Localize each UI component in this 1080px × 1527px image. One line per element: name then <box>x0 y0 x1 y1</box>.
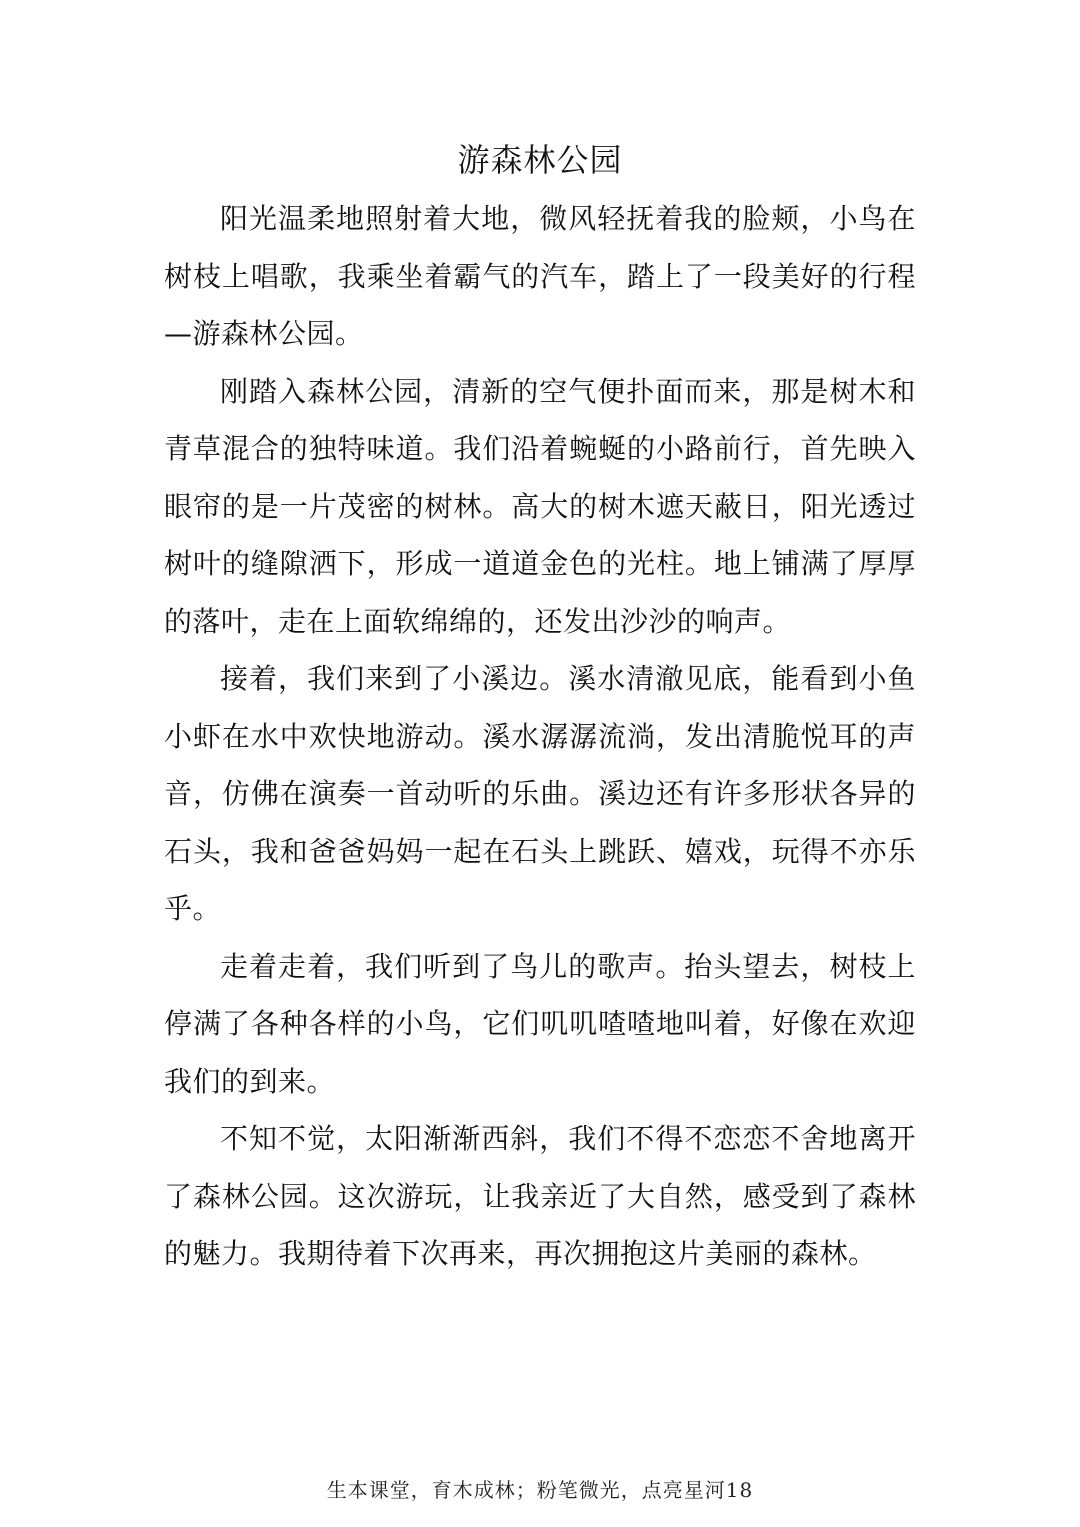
paragraph-4: 走着走着，我们听到了鸟儿的歌声。抬头望去，树枝上停满了各种各样的小鸟，它们叽叽喳喳地叫着，好像在欢迎我们的到来。 <box>164 949 916 1098</box>
paragraph-5: 不知不觉，太阳渐渐西斜，我们不得不恋恋不舍地离开了森林公园。这次游玩，让我亲近了大自然，感受到了森林的魅力。我期待着下次再来，再次拥抱这片美丽的森林。 <box>164 1122 916 1270</box>
paragraph-2: 刚踏入森林公园，清新的空气便扑面而来，那是树木和青草混合的独特味道。我们沿着蜿蜒的小路前行，首先映入眼帘的是一片茂密的树林。高大的树木遮天蔽日，阳光透过树叶的缝隙洒下，形成一道道金色的光柱。地上铺满了厚厚的落叶，走在上面软绵绵的，还发出沙沙的响声。 <box>164 374 916 638</box>
essay-title: 游森林公园 <box>457 141 623 179</box>
essay-body <box>164 190 916 1283</box>
paragraph-1: 阳光温柔地照射着大地，微风轻抚着我的脸颊，小鸟在树枝上唱歌，我乘坐着霸气的汽车，踏上了一段美好的行程—游森林公园。 <box>164 202 916 350</box>
paragraph-3: 接着，我们来到了小溪边。溪水清澈见底，能看到小鱼小虾在水中欢快地游动。溪水潺潺流淌，发出清脆悦耳的声音，仿佛在演奏一首动听的乐曲。溪边还有许多形状各异的石头，我和爸爸妈妈一起在石头上跳跃、嬉戏，玩得不亦乐乎。 <box>164 662 916 925</box>
page-footer: 生本课堂，育木成林；粉笔微光，点亮星河18 <box>326 1478 754 1502</box>
